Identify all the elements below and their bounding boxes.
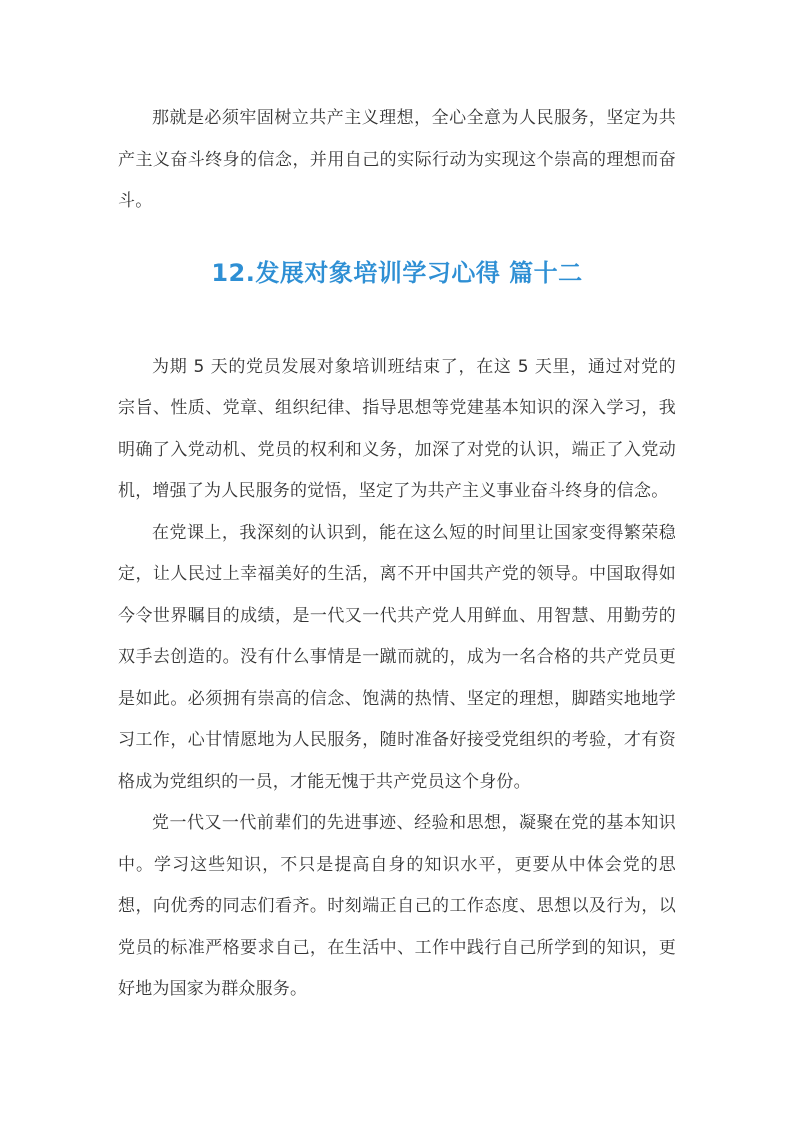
body-paragraph-3: 党一代又一代前辈们的先进事迹、经验和思想，凝聚在党的基本知识中。学习这些知识，不只是提高自身的知识水平，更要从中体会党的思想，向优秀的同志们看齐。时刻端正自己的工作态度、思想以及行为，以党员的标准严格要求自己，在生活中、工作中践行自己所学到的知识，更好地为国家为群众服务。 — [118, 813, 676, 999]
body-paragraph-1: 为期 5 天的党员发展对象培训班结束了，在这 5 天里，通过对党的宗旨、性质、党章、组织纪律、指导思想等党建基本知识的深入学习，我明确了入党动机、党员的权利和义务，加深了对党的认识，端正了入党动机，增强了为人民服务的觉悟，坚定了为共产主义事业奋斗终身的信念。 — [118, 356, 676, 501]
top-paragraph: 那就是必须牢固树立共产主义理想，全心全意为人民服务，坚定为共产主义奋斗终身的信念，并用自己的实际行动为实现这个崇高的理想而奋斗。 — [118, 108, 676, 211]
body-paragraph-2: 在党课上，我深刻的认识到，能在这么短的时间里让国家变得繁荣稳定，让人民过上幸福美好的生活，离不开中国共产党的领导。中国取得如今令世界瞩目的成绩，是一代又一代共产党人用鲜血、用智慧、用勤劳的双手去创造的。没有什么事情是一蹴而就的，成为一名合格的共产党员更是如此。必须拥有崇高的信念、饱满的热情、坚定的理想，脚踏实地地学习工作，心甘情愿地为人民服务，随时准备好接受党组织的考验，才有资格成为党组织的一员，才能无愧于共产党员这个身份。 — [118, 522, 676, 792]
section-title: 12.发展对象培训学习心得 篇十二 — [211, 258, 583, 287]
document-page — [118, 98, 676, 1011]
